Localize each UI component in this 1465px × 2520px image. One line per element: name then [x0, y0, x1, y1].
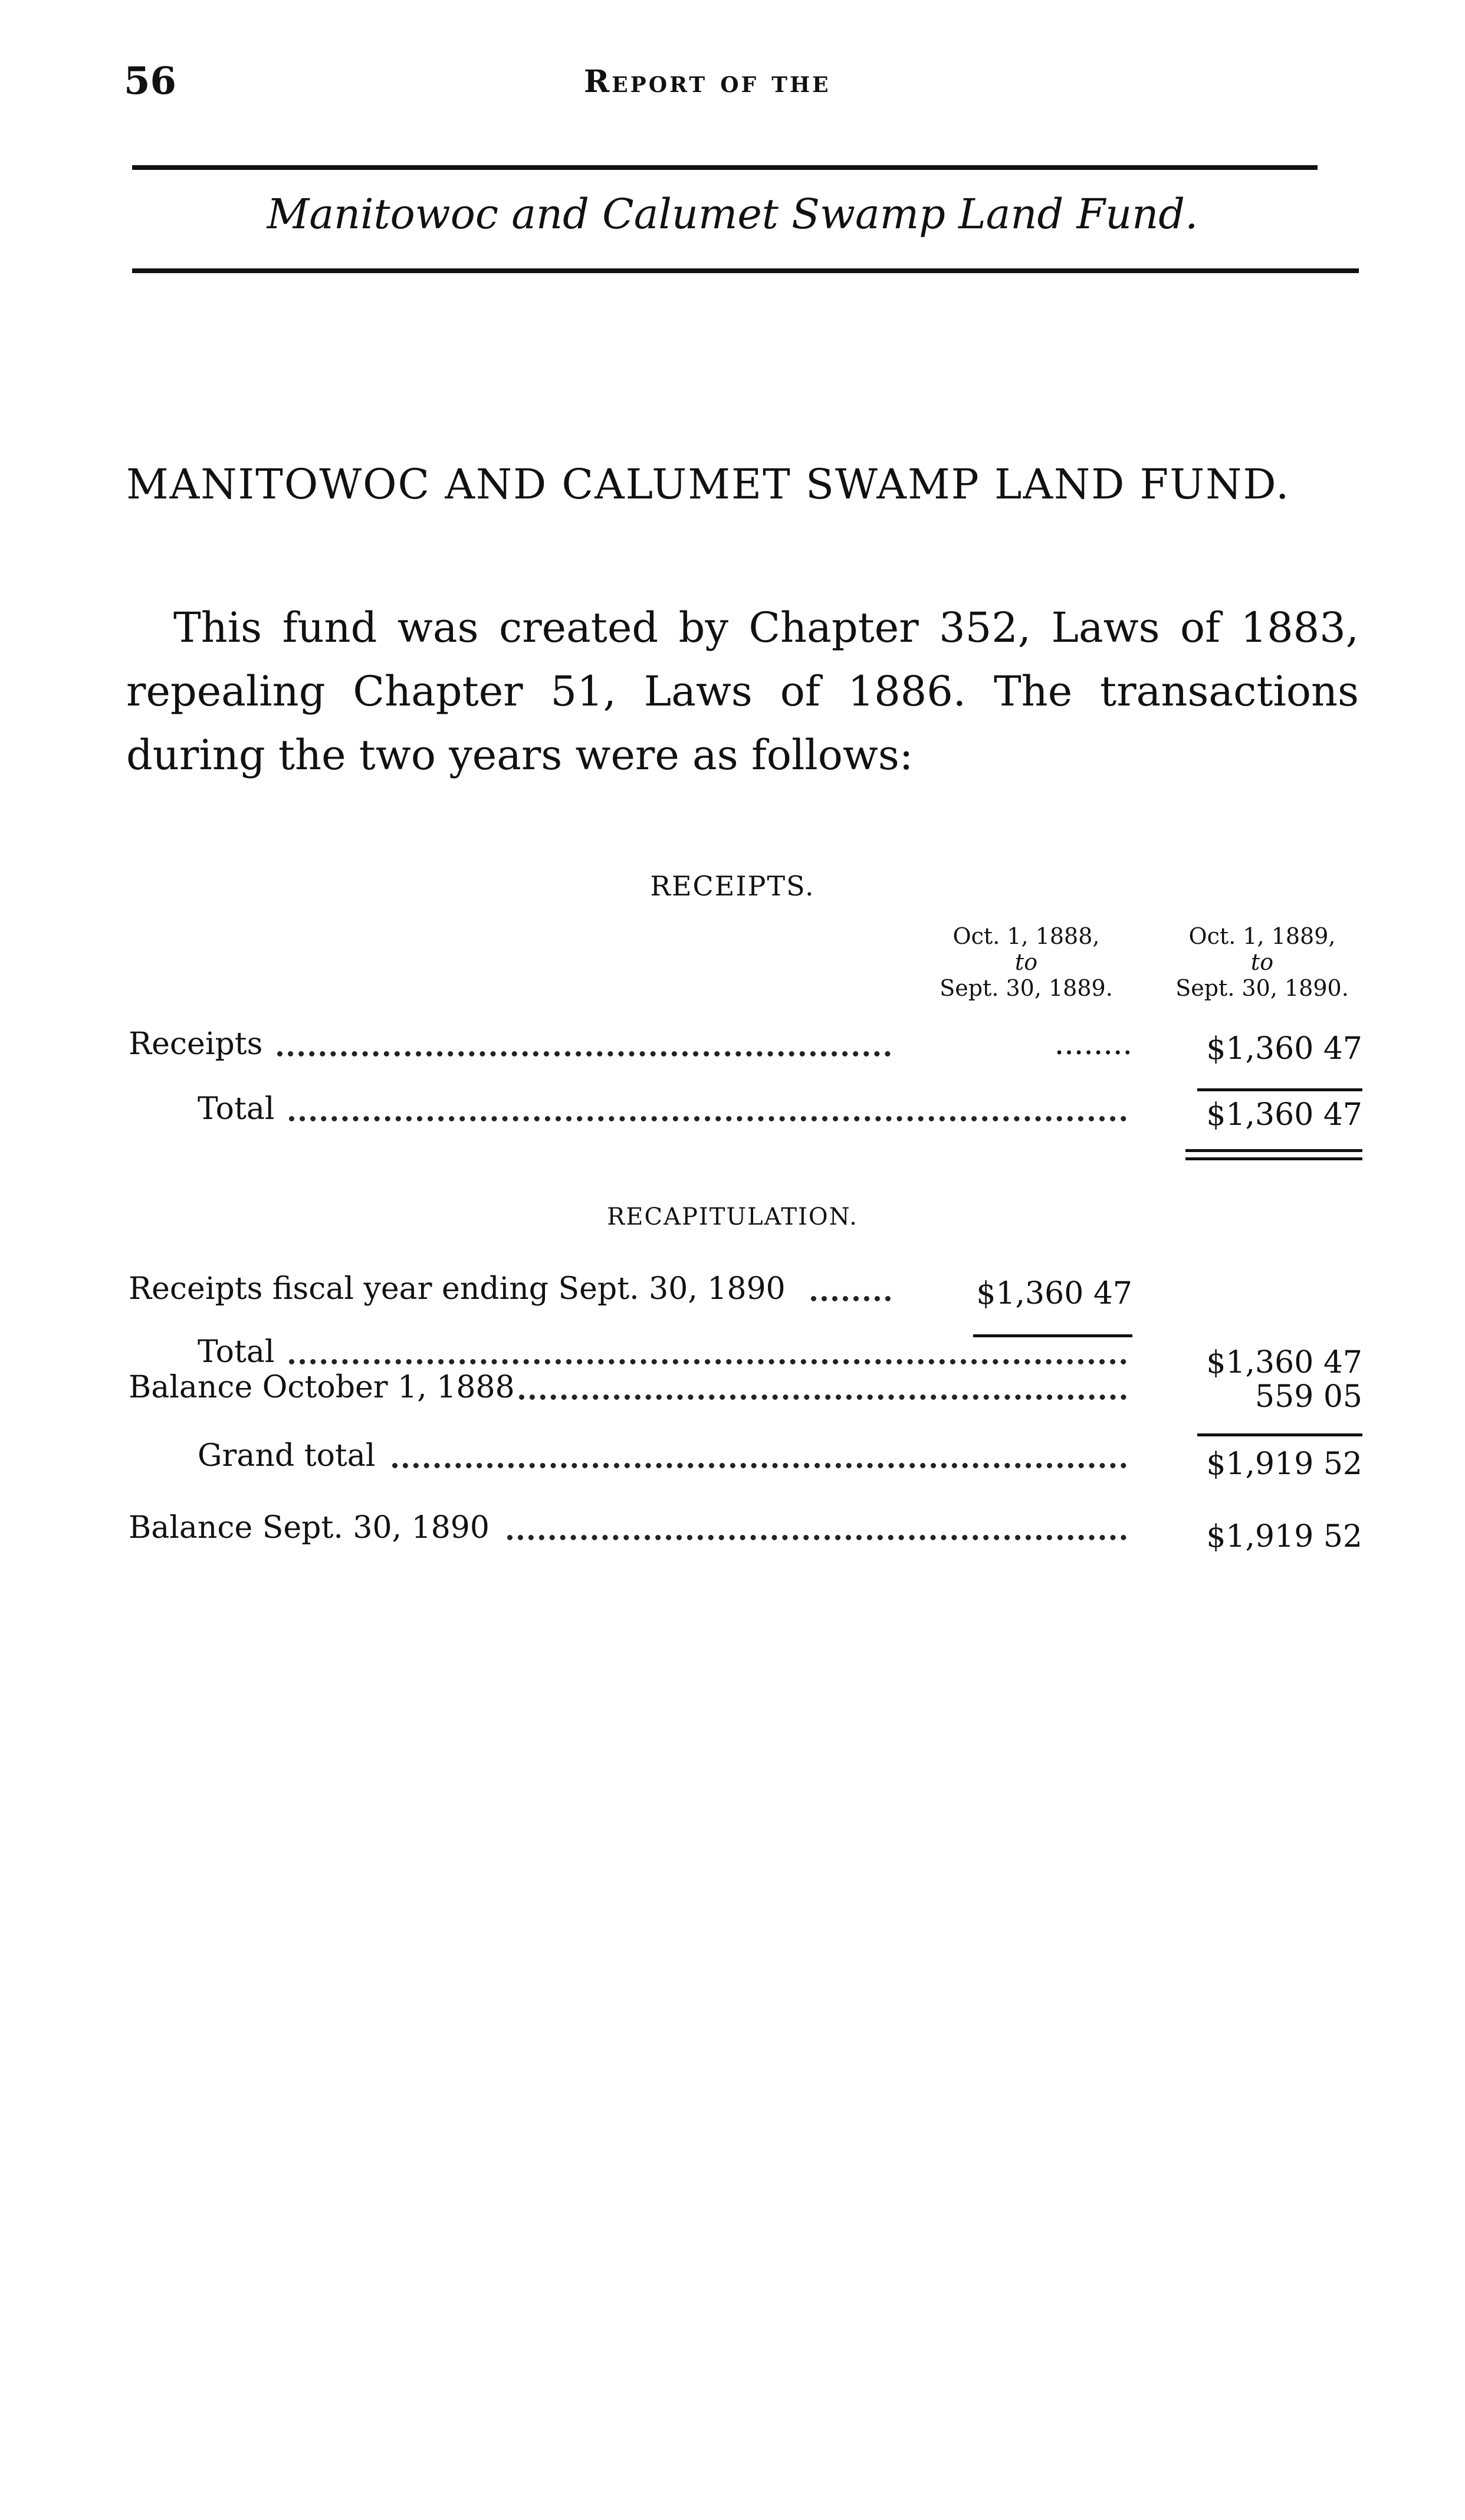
leader-dots	[289, 1352, 1126, 1364]
page-number: 56	[124, 59, 177, 103]
leader-dots	[519, 1387, 1126, 1400]
receipts-heading: RECEIPTS.	[650, 870, 815, 902]
intro-text: This fund was created by Chapter 352, Laws of 1883, repealing Chapter 51, Laws of 1886. The transactions during the two years were as follows:	[126, 603, 1359, 779]
receipts-row-col2: $1,360 47	[1206, 1031, 1362, 1067]
intro-paragraph	[126, 596, 1359, 787]
col1-until: Sept. 30, 1889.	[940, 975, 1113, 1001]
receipts-row-col1: ........	[1054, 1026, 1132, 1062]
running-head-text: Report of the	[584, 64, 831, 100]
recap-receipts-label: Receipts fiscal year ending Sept. 30, 1890	[129, 1271, 786, 1307]
section-title: MANITOWOC AND CALUMET SWAMP LAND FUND.	[126, 460, 1290, 508]
double-rule-top	[1185, 1149, 1362, 1152]
balance-sept-1890-label: Balance Sept. 30, 1890	[129, 1510, 490, 1546]
receipts-total-label: Total	[198, 1091, 275, 1127]
col2-until: Sept. 30, 1890.	[1175, 975, 1349, 1001]
leader-dots	[811, 1289, 891, 1301]
recap-receipts-col1: $1,360 47	[976, 1276, 1132, 1311]
leader-dots	[289, 1109, 1126, 1121]
sum-rule	[1197, 1088, 1362, 1091]
balance-oct-1888-label: Balance October 1, 1888	[129, 1370, 515, 1405]
leader-dots	[277, 1044, 891, 1056]
balance-oct-1888-col2: 559 05	[1255, 1379, 1362, 1415]
leader-dots	[392, 1456, 1126, 1468]
col2-to: to	[1250, 949, 1274, 975]
double-rule-bottom	[1185, 1157, 1362, 1160]
col1-from: Oct. 1, 1888,	[952, 923, 1100, 949]
recap-total-col2: $1,360 47	[1206, 1345, 1362, 1380]
top-rule	[132, 165, 1318, 170]
grand-total-col2: $1,919 52	[1206, 1446, 1362, 1482]
receipts-row-label: Receipts	[129, 1026, 263, 1062]
running-head	[584, 64, 831, 100]
leader-dots	[507, 1528, 1126, 1540]
col2-from: Oct. 1, 1889,	[1188, 923, 1336, 949]
col1-to: to	[1014, 949, 1038, 975]
sum-rule	[973, 1334, 1132, 1337]
grand-total-label: Grand total	[198, 1438, 376, 1474]
bottom-rule	[132, 268, 1359, 273]
page-subtitle: Manitowoc and Calumet Swamp Land Fund.	[267, 190, 1198, 238]
recap-total-label: Total	[198, 1334, 275, 1370]
sum-rule	[1197, 1433, 1362, 1436]
column-header-1888-1889	[920, 923, 1132, 1001]
recapitulation-heading: RECAPITULATION.	[607, 1203, 858, 1231]
balance-sept-1890-col2: $1,919 52	[1206, 1519, 1362, 1554]
receipts-total-col2: $1,360 47	[1206, 1097, 1362, 1133]
column-header-1889-1890	[1156, 923, 1368, 1001]
